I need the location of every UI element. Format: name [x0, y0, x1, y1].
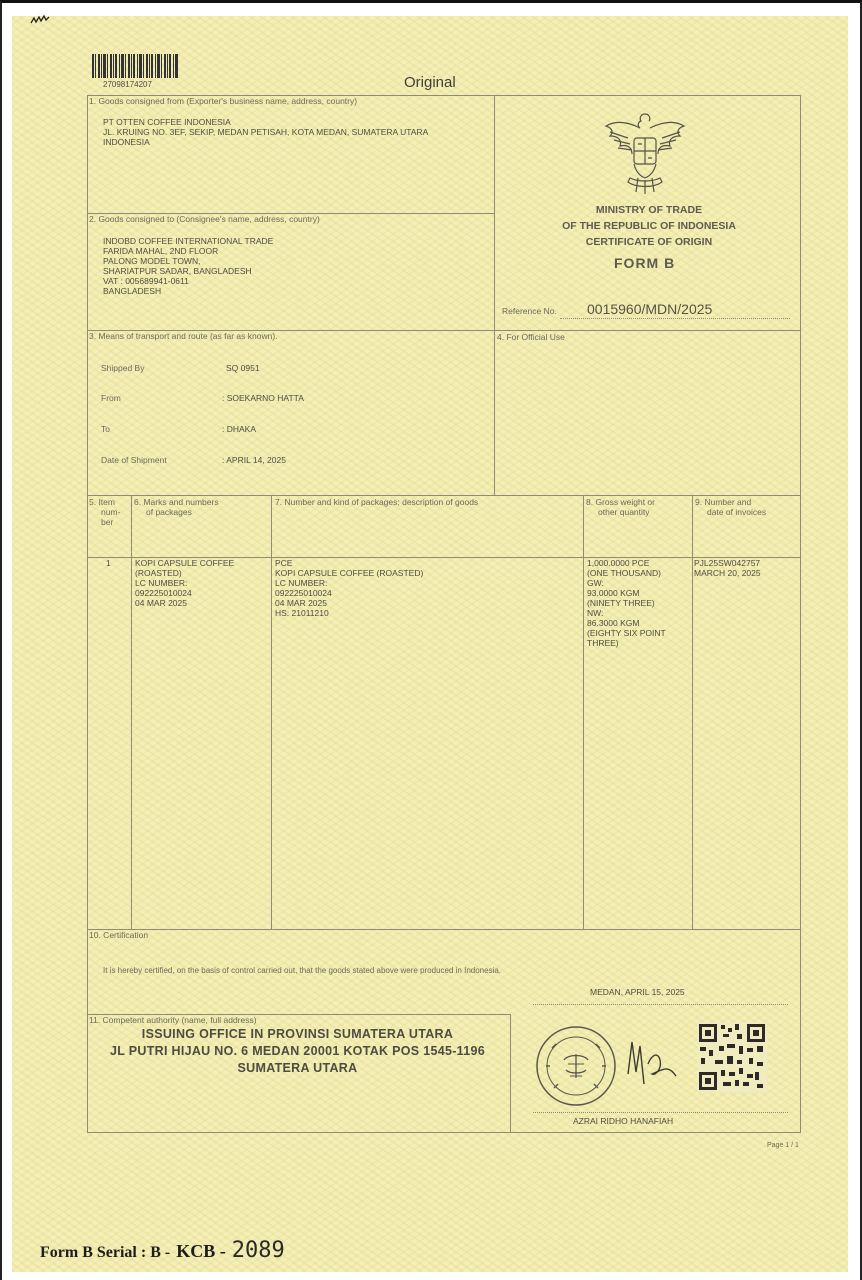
- barcode: [92, 54, 180, 78]
- cell-description-line: LC NUMBER:: [275, 578, 328, 588]
- header-item-line: 5. Item: [89, 497, 115, 507]
- serial-number: 2089: [231, 1238, 285, 1263]
- header-description: 7. Number and kind of packages; description of goods: [275, 497, 479, 507]
- table-col-divider: [692, 495, 693, 929]
- official-stamp-icon: [534, 1024, 618, 1108]
- header-marks-line: of packages: [146, 507, 192, 517]
- cell-description-line: KOPI CAPSULE COFFEE (ROASTED): [275, 568, 424, 578]
- exporter-label: 1. Goods consigned from (Exporter's business name, address, country): [89, 96, 358, 106]
- cell-description: [275, 558, 423, 618]
- exporter-address: [103, 117, 428, 147]
- cell-weight-line: (ONE THOUSAND): [587, 568, 661, 578]
- authority-line: SUMATERA UTARA: [237, 1061, 358, 1075]
- ministry-line: CERTIFICATE OF ORIGIN: [585, 236, 713, 248]
- header-weight-line: other quantity: [598, 507, 650, 517]
- cell-description-line: PCE: [275, 558, 293, 568]
- ministry-heading: [520, 202, 778, 250]
- barcode-number: 27098174207: [103, 80, 152, 89]
- cell-description-line: HS: 21011210: [275, 608, 329, 618]
- ministry-line: MINISTRY OF TRADE: [595, 204, 703, 216]
- consignee-address: [103, 236, 273, 296]
- signature-icon: [622, 1034, 682, 1094]
- from-label: From: [101, 393, 121, 403]
- serial-code: KCB -: [176, 1241, 226, 1261]
- form-title: FORM B: [614, 255, 676, 271]
- shipment-date-label: Date of Shipment: [101, 455, 167, 465]
- signatory-underline: [533, 1112, 788, 1113]
- consignee-line: BANGLADESH: [103, 286, 162, 296]
- authority-address: [95, 1026, 500, 1077]
- exporter-line: INDONESIA: [103, 137, 150, 147]
- ministry-line: OF THE REPUBLIC OF INDONESIA: [562, 220, 736, 232]
- divider-box3-table: [87, 495, 801, 496]
- reference-underline: [560, 318, 790, 319]
- authority-line: ISSUING OFFICE IN PROVINSI SUMATERA UTARA: [141, 1027, 454, 1041]
- consignee-line: SHARIATPUR SADAR, BANGLADESH: [103, 266, 252, 276]
- exporter-line: PT OTTEN COFFEE INDONESIA: [103, 117, 231, 127]
- cell-weight-line: (NINETY THREE): [587, 598, 655, 608]
- cell-marks-line: (ROASTED): [135, 568, 182, 578]
- certification-text: It is hereby certified, on the basis of control carried out, that the goods stated above were produced in Indonesia.: [103, 966, 502, 975]
- official-use-label: 4. For Official Use: [497, 332, 565, 342]
- cell-weight: [587, 558, 666, 648]
- cell-marks-line: KOPI CAPSULE COFFEE: [135, 558, 235, 568]
- cell-weight-line: NW:: [587, 608, 604, 618]
- header-invoice: [695, 497, 766, 517]
- table-col-divider: [131, 495, 132, 929]
- cell-marks-line: 092225010024: [135, 588, 192, 598]
- cell-description-line: 092225010024: [275, 588, 332, 598]
- cell-marks-line: 04 MAR 2025: [135, 598, 187, 608]
- header-invoice-line: 9. Number and: [695, 497, 752, 507]
- header-item: [89, 497, 120, 527]
- to-value: : DHAKA: [222, 424, 257, 434]
- cell-weight-line: GW:: [587, 578, 604, 588]
- consignee-line: VAT : 005689941-0611: [103, 276, 189, 286]
- form-serial: [40, 1238, 285, 1263]
- from-value: : SOEKARNO HATTA: [222, 393, 304, 403]
- header-item-line: ber: [101, 517, 114, 527]
- cell-description-line: 04 MAR 2025: [275, 598, 327, 608]
- table-bottom-divider: [87, 929, 801, 930]
- cell-marks: [135, 558, 234, 608]
- exporter-line: JL. KRUING NO. 3EF, SEKIP, MEDAN PETISAH, KOTA MEDAN, SUMATERA UTARA: [103, 127, 429, 137]
- consignee-line: PALONG MODEL TOWN,: [103, 256, 201, 266]
- cell-invoice-line: MARCH 20, 2025: [694, 568, 761, 578]
- barcode-icon: [92, 54, 180, 78]
- signatory-name: AZRAI RIDHO HANAFIAH: [573, 1116, 674, 1126]
- authority-label: 11. Competent authority (name, full address): [89, 1015, 257, 1025]
- table-col-divider: [271, 495, 272, 929]
- cell-weight-line: 86.3000 KGM: [587, 618, 640, 628]
- cell-weight-line: (EIGHTY SIX POINT: [587, 628, 666, 638]
- header-invoice-line: date of invoices: [707, 507, 767, 517]
- cell-weight-line: 1,000.0000 PCE: [587, 558, 650, 568]
- handwritten-mark-icon: [30, 14, 50, 26]
- certification-label: 10. Certification: [89, 930, 149, 940]
- cell-marks-line: LC NUMBER:: [135, 578, 188, 588]
- transport-label: 3. Means of transport and route (as far as known).: [89, 331, 278, 341]
- header-marks: [134, 497, 219, 517]
- shipment-date-value: : APRIL 14, 2025: [222, 455, 286, 465]
- to-label: To: [101, 424, 110, 434]
- authority-line: JL PUTRI HIJAU NO. 6 MEDAN 20001 KOTAK POS 1545-1196: [110, 1044, 485, 1058]
- shipped-by-label: Shipped By: [101, 363, 145, 373]
- header-weight: [586, 497, 655, 517]
- divider-left-right-top: [494, 95, 495, 495]
- cell-invoice-line: PJL25SW042757: [694, 558, 761, 568]
- cell-weight-line: 93.0000 KGM: [587, 588, 640, 598]
- header-item-line: num-: [101, 507, 121, 517]
- cell-weight-line: THREE): [587, 638, 619, 648]
- garuda-emblem-icon: [598, 108, 692, 198]
- certification-underline: [533, 1004, 788, 1005]
- consignee-line: INDOBD COFFEE INTERNATIONAL TRADE: [103, 236, 274, 246]
- copy-type-title: Original: [404, 74, 456, 91]
- header-weight-line: 8. Gross weight or: [586, 497, 655, 507]
- table-col-divider: [583, 495, 584, 929]
- consignee-line: FARIDA MAHAL, 2ND FLOOR: [103, 246, 219, 256]
- consignee-label: 2. Goods consigned to (Consignee's name, address, country): [89, 214, 320, 224]
- cell-invoice: [694, 558, 761, 578]
- certification-place-date: MEDAN, APRIL 15, 2025: [590, 987, 685, 997]
- reference-number: 0015960/MDN/2025: [587, 301, 713, 317]
- serial-label: Form B Serial : B -: [40, 1244, 171, 1261]
- cell-item: 1: [106, 558, 111, 568]
- qr-code-icon: [697, 1022, 767, 1092]
- reference-label: Reference No.: [502, 306, 557, 316]
- page-label: Page 1 / 1: [767, 1142, 799, 1149]
- header-marks-line: 6. Marks and numbers: [134, 497, 219, 507]
- shipped-by-value: SQ 0951: [226, 363, 260, 373]
